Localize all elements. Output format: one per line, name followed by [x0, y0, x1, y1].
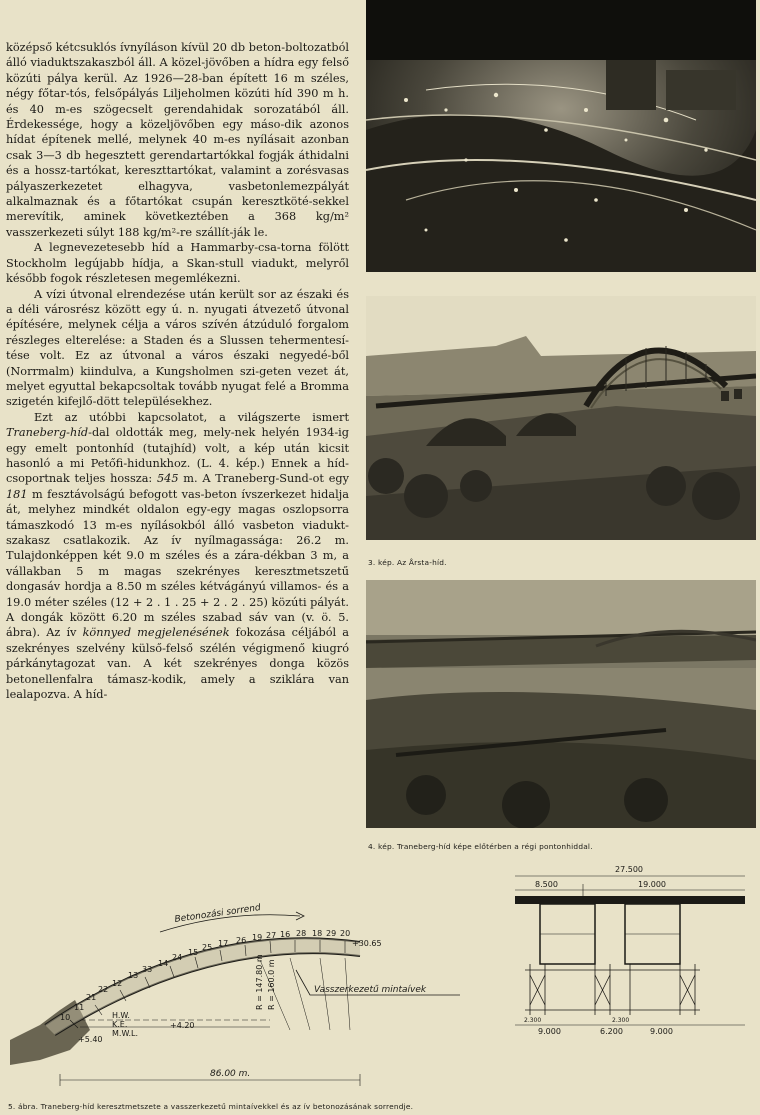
water-level-ke: K.É.	[112, 1020, 128, 1029]
article-paragraph: A legnevezetesebb híd a Hammarby-csa-torna fölött Stockholm legújabb hídja, a Skan-stull viadukt, melyről később fogok részletesen megemlékezni.	[6, 241, 349, 286]
text-run: m. A Traneberg-Sund-ot egy	[178, 472, 349, 486]
seq-number: 24	[172, 953, 183, 962]
article-column	[6, 40, 349, 702]
text-run: Ezt az utóbbi kapcsolatot, a világszerte ismert	[34, 410, 349, 424]
seq-number: 19	[252, 933, 263, 942]
radius-label: R = 147.80 m	[255, 954, 264, 1010]
seq-number: 12	[112, 979, 123, 988]
emphasis-length: 545	[157, 472, 179, 486]
seq-number: 25	[202, 943, 213, 952]
radius-label: R = 160.0 m	[267, 959, 276, 1010]
article-paragraph: A vízi útvonal elrendezése után került sor az északi és a déli városrész között egy ú. n. nyugati átvezető útvonal építésére, melynek célja a város szívén átzúduló forgalom részleges elterelése: a Staden és a Slussen tehermentesí-tése volt. Ez az útvonal a város északi negyedé-ből (Norrmalm) kiindulva, a Kungsholmen szi-geten vezet át, melyet egyuttal bekapcsoltak tovább nyugat felé a Bromma szigetén kifejlő-dött településekhez.	[6, 287, 349, 409]
seq-number: 15	[188, 948, 199, 957]
photo-traneberg-bridge	[366, 580, 756, 828]
seq-number: 17	[218, 939, 229, 948]
cross-section	[515, 865, 745, 1036]
formwork-label: Vasszerkezetű mintaívek	[314, 985, 427, 995]
text-run: m fesztávolságú befogott vas-beton ívszerkezet hidalja át, melyhez mindkét oldalon egy-egy magas oszlopsorra támaszkodó 13 m-es nyílásokból álló vasbeton viadukt-szakasz csatlakozik. Az ív nyílmagassága: 26.2 m. Tulajdonképpen két 9.0 m széles és a zára-dékban 3 m, a vállakban 5 m magas szekrényes keresztmetszetű dongasáv hordja a 8.50 m széles kétvágányú villamos- és a 19.0 méter széles (12 + 2 . 1 . 25 + 2 . 2 . 25) közúti pályát. A dongák között 6.20 m széles szabad sáv van (v. ö. 5. ábra). Az ív	[6, 487, 349, 640]
dim-right: 19.000	[638, 880, 666, 889]
seq-number: 14	[158, 959, 169, 968]
caption-fig3: 3. kép. Az Årsta-híd.	[368, 558, 447, 567]
drawing-canvas	[0, 860, 760, 1100]
dim-total: 27.500	[615, 865, 643, 874]
seq-number: 10	[60, 1013, 71, 1022]
photo-slussen-night	[366, 0, 756, 272]
article-paragraph	[6, 410, 349, 703]
caption-fig4: 4. kép. Traneberg-híd képe előtérben a régi pontonhiddal.	[368, 842, 593, 851]
seq-number: 16	[280, 930, 291, 939]
seq-number: 28	[296, 929, 307, 938]
casting-sequence-label: Betonozási sorrend	[174, 902, 262, 925]
dim-c: 9.000	[650, 1027, 673, 1036]
water-level-value: +4.20	[170, 1021, 195, 1030]
dim-d: 2.300	[524, 1017, 542, 1024]
elevation-top: +30.65	[352, 939, 382, 948]
seq-number: 18	[312, 929, 323, 938]
seq-number: 21	[86, 993, 97, 1002]
emphasis-appearance: könnyed megjelenésének	[82, 626, 230, 640]
article-paragraph: középső kétcsuklós ívnyíláson kívül 20 db beton-boltozatból álló viaduktszakaszból áll. A közel-jövőben a hídra egy felső közúti pálya kerül. Az 1926—28-ban épített 16 m széles, négy főtar-tós, felsőpályás Liljeholmen közúti híd 390 m h. és 40 m-es szögecselt gerendahidak sorozatából áll. Érdekessége, hogy a közeljövőben egy máso-dik azonos hídat építenek mellé, melynek 40 m-es nyílásait azonban csak 3—3 db hegesztett gerendartartókkal fogják áthidalni és a hossz-tartókat, kereszttartókat, valamint a zorésvasas pályaszerkezetet elhagyva, vasbetonlemezpályát alkalmaznak és a főtartókat csupán keresztköté-sekkel merevítik, aminek következtében a 368 kg/m² vasszerkezeti súlyt 188 kg/m²-re szállít-ják le.	[6, 41, 349, 239]
photo-arsta-bridge	[366, 296, 756, 540]
seq-number: 22	[98, 985, 109, 994]
seq-number: 11	[74, 1003, 85, 1012]
dim-e: 2.300	[612, 1017, 630, 1024]
seq-number: 27	[266, 931, 277, 940]
text-run: fokozása céljából a szekrényes szelvény külső-felső szélén végigmenő kiugró párkánytagozat van. A két szekrényes donga közös betonellenfalra támasz-kodik, amely a sziklára van lealapozva. A híd-	[6, 626, 349, 702]
dim-a: 9.000	[538, 1027, 561, 1036]
water-level-hw: H.W.	[112, 1011, 130, 1020]
water-level-mw: M.W.L.	[112, 1029, 138, 1038]
low-level-value: +5.40	[78, 1035, 103, 1044]
text-run: -dal oldották meg, mely-nek helyén 1934-ig egy emelt pontonhíd (tutajhíd) volt, a kép után kicsit hasonló a mi Petőfi-hidunkhoz. (L. 4. kép.) Ennek a híd-csoportnak teljes hossza:	[6, 426, 349, 486]
dim-left: 8.500	[535, 880, 558, 889]
span-label: 86.00 m.	[210, 1069, 251, 1079]
seq-number: 20	[340, 929, 351, 938]
seq-number: 26	[236, 936, 247, 945]
seq-number: 13	[128, 971, 139, 980]
technical-drawing	[0, 860, 760, 1100]
caption-fig5: 5. ábra. Traneberg-híd keresztmetszete a vasszerkezetű mintaívekkel és az ív betonozásának sorrendje.	[8, 1102, 414, 1111]
emphasis-bridge-name: Traneberg-híd	[6, 426, 89, 440]
seq-number: 33	[142, 965, 153, 974]
emphasis-span: 181	[6, 487, 28, 501]
dim-b: 6.200	[600, 1027, 623, 1036]
seq-number: 29	[326, 929, 337, 938]
